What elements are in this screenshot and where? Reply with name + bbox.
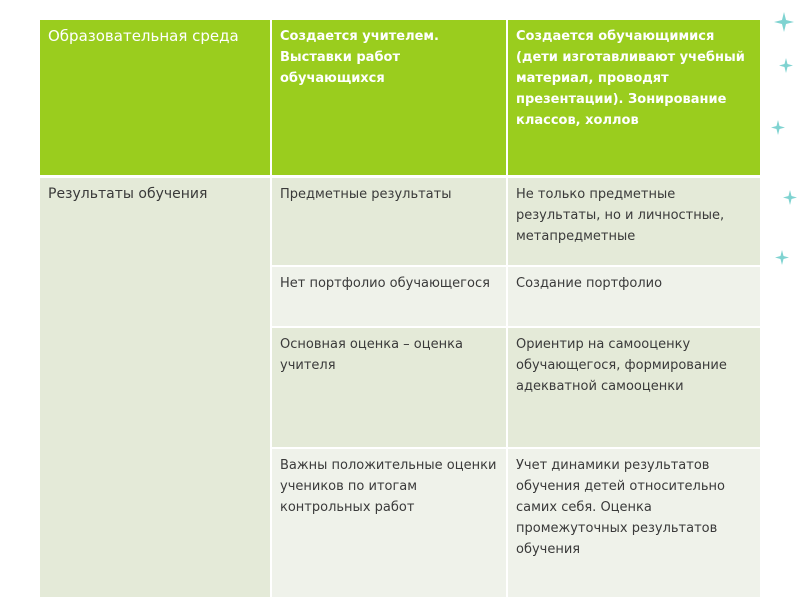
- header-cell-teacher: Создается учителем. Выставки работ обучающихся: [271, 19, 507, 177]
- table-cell: Создание портфолио: [507, 266, 761, 327]
- table-cell: Нет портфолио обучающегося: [271, 266, 507, 327]
- sparkle-icon: [774, 12, 794, 32]
- table-cell: Важны положительные оценки учеников по итогам контрольных работ: [271, 448, 507, 598]
- table-cell: Ориентир на самооценку обучающегося, формирование адекватной самооценки: [507, 327, 761, 448]
- table-cell: Не только предметные результаты, но и личностные, метапредметные: [507, 177, 761, 267]
- table-cell: Учет динамики результатов обучения детей относительно самих себя. Оценка промежуточных результатов обучения: [507, 448, 761, 598]
- sparkle-icon: [779, 58, 793, 73]
- sparkle-icon: [783, 190, 797, 205]
- table-cell: Предметные результаты: [271, 177, 507, 267]
- header-cell-students: Создается обучающимися (дети изготавливают учебный материал, проводят презентации). Зонирование классов, холлов: [507, 19, 761, 177]
- header-cell-environment: Образовательная среда: [39, 19, 271, 177]
- comparison-table: [38, 18, 762, 599]
- row-label-learning-results: Результаты обучения: [39, 177, 271, 599]
- table-cell: Основная оценка – оценка учителя: [271, 327, 507, 448]
- sparkle-icon: [775, 250, 789, 265]
- table-row: [39, 177, 761, 267]
- sparkle-icon: [771, 120, 785, 135]
- header-row: [39, 19, 761, 177]
- decorative-sparkles: [764, 0, 800, 600]
